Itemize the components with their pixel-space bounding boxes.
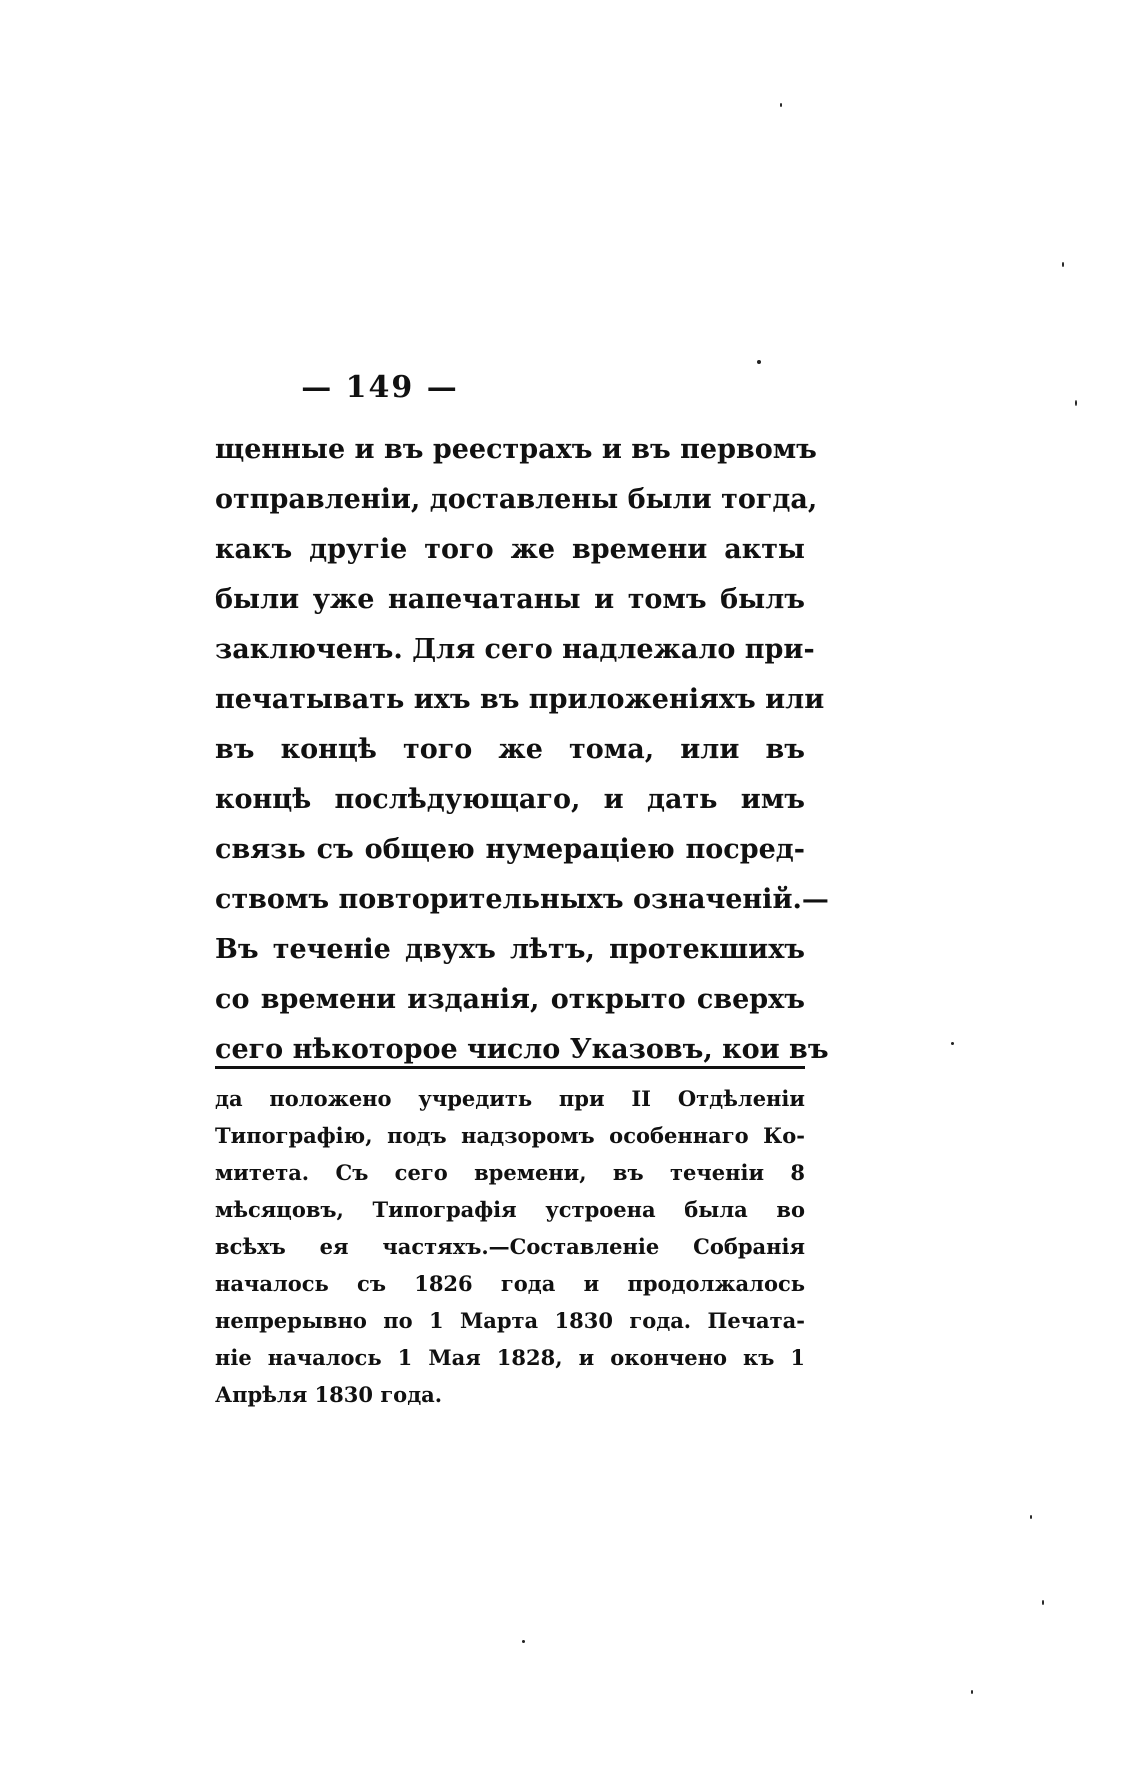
text-line: связь съ общею нумераціею посред-: [215, 834, 805, 865]
footnote-line: мѣсяцовъ, Типографія устроена была во: [215, 1197, 805, 1222]
footnote: [215, 1080, 805, 1413]
footnote-line: всѣхъ ея частяхъ.—Составленіе Собранія: [215, 1234, 805, 1259]
scan-speck: [1062, 262, 1064, 267]
footnote-line: Апрѣля 1830 года.: [215, 1382, 443, 1407]
text-line: заключенъ. Для сего надлежало при-: [215, 634, 815, 665]
scan-speck: [1075, 400, 1077, 406]
scan-speck: [780, 103, 782, 107]
footnote-line: да положено учредить при II Отдѣленіи: [215, 1086, 805, 1111]
text-line: въ концѣ того же тома, или въ: [215, 734, 805, 765]
footnote-line: непрерывно по 1 Марта 1830 года. Печата-: [215, 1308, 805, 1333]
text-line: концѣ послѣдующаго, и дать имъ: [215, 784, 805, 815]
footnote-line: Типографію, подъ надзоромъ особеннаго Ко-: [215, 1123, 805, 1148]
text-line: ствомъ повторительныхъ означеній.—: [215, 884, 829, 915]
scan-speck: [757, 360, 761, 364]
scan-speck: [1030, 1515, 1032, 1519]
text-line: со времени изданія, открыто сверхъ: [215, 984, 805, 1015]
text-line: были уже напечатаны и томъ былъ: [215, 584, 805, 615]
text-line: щенные и въ реестрахъ и въ первомъ: [215, 434, 817, 465]
scan-speck: [951, 1042, 954, 1045]
footnote-line: митета. Съ сего времени, въ теченіи 8: [215, 1160, 805, 1185]
footnote-line: началось съ 1826 года и продолжалось: [215, 1271, 805, 1296]
scan-speck: [971, 1690, 973, 1694]
footnote-divider: [215, 1066, 805, 1069]
text-line: сего нѣкоторое число Указовъ, кои въ: [215, 1034, 829, 1065]
text-line: печатывать ихъ въ приложеніяхъ или: [215, 684, 825, 715]
footnote-line: ніе началось 1 Мая 1828, и окончено къ 1: [215, 1345, 805, 1370]
page-number: — 149 —: [301, 370, 459, 405]
text-line: отправленіи, доставлены были тогда,: [215, 484, 818, 515]
text-line: Въ теченіе двухъ лѣтъ, протекшихъ: [215, 934, 805, 965]
scan-speck: [522, 1640, 525, 1643]
text-line: какъ другіе того же времени акты: [215, 534, 805, 565]
main-text: [215, 425, 829, 1075]
scan-speck: [1042, 1600, 1044, 1605]
